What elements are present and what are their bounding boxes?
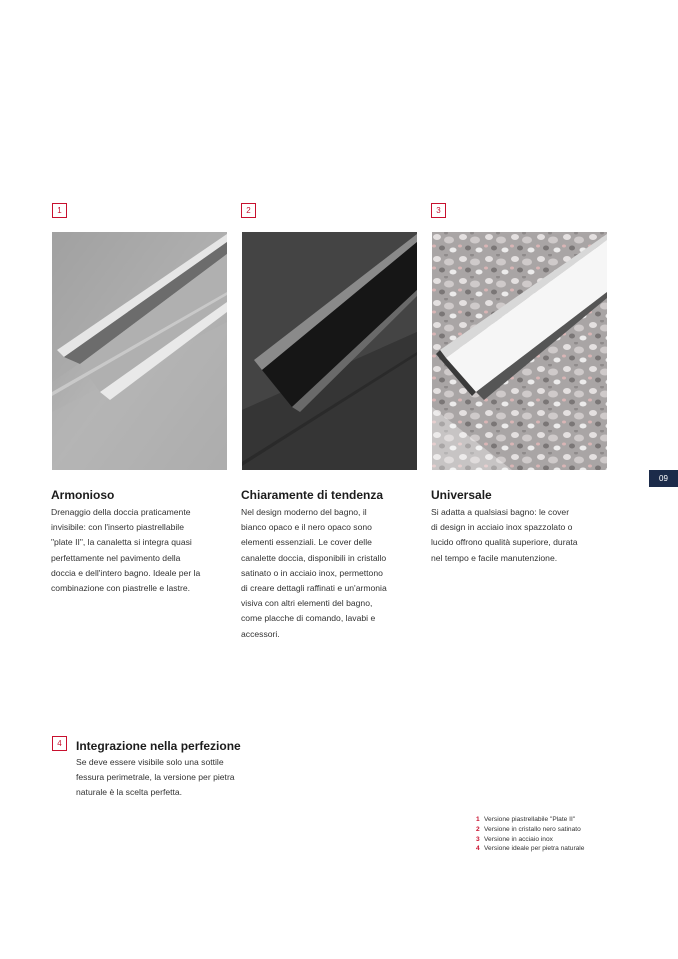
text-line: visiva con altri elementi del bagno, (241, 598, 373, 609)
legend-item (476, 844, 656, 854)
legend-number: 1 (476, 816, 480, 823)
legend-text: Versione in cristallo nero satinato (484, 825, 581, 833)
number-box-1: 1 (52, 203, 67, 218)
legend-number: 4 (476, 845, 480, 853)
column-text-1 (51, 505, 231, 596)
text-line: Nel design moderno del bagno, il (241, 507, 367, 517)
legend-number: 3 (476, 835, 480, 843)
text-line: combinazione con piastrelle e lastre. (51, 583, 191, 594)
text-line: perfettamente nel pavimento della (51, 552, 181, 563)
photo-stainless-steel-drain (432, 232, 607, 470)
column-title-1: Armonioso (51, 488, 115, 502)
text-line: satinato o in acciaio inox, permettono (241, 567, 383, 578)
legend-item (476, 835, 656, 845)
column-title-2: Chiaramente di tendenza (241, 488, 384, 502)
section4-text (76, 755, 276, 801)
number-box-3: 3 (431, 203, 446, 218)
page-number-tab: 09 (649, 470, 678, 487)
section4-title: Integrazione nella perfezione (76, 739, 241, 753)
text-line: di design in acciaio inox spazzolato o (431, 522, 573, 533)
text-line: naturale è la scelta perfetta. (76, 787, 183, 798)
text-line: fessura perimetrale, la versione per pietra (76, 772, 235, 783)
number-box-4: 4 (52, 736, 67, 751)
text-line: Si adatta a qualsiasi bagno: le cover (431, 507, 570, 517)
column-text-3 (431, 505, 611, 566)
legend-item (476, 825, 656, 835)
text-line: nel tempo e facile manutenzione. (431, 552, 558, 563)
number-box-2: 2 (241, 203, 256, 218)
photo-black-glass-drain (242, 232, 417, 470)
text-line: di creare dettagli raffinati e un'armonia (241, 583, 387, 594)
text-line: Se deve essere visibile solo una sottile (76, 757, 224, 767)
text-line: "plate II", la canaletta si integra quasi (51, 537, 192, 548)
text-line: elementi essenziali. Le cover delle (241, 537, 372, 548)
column-title-3: Universale (431, 488, 492, 502)
text-line: bianco opaco e il nero opaco sono (241, 522, 372, 533)
text-line: canalette doccia, disponibili in cristallo (241, 552, 387, 563)
legend-text: Versione in acciaio inox (484, 835, 553, 843)
text-line: doccia e dell'intero bagno. Ideale per la (51, 567, 201, 578)
legend-number: 2 (476, 825, 480, 833)
text-line: invisibile: con l'inserto piastrellabile (51, 522, 184, 533)
photo-tileable-drain (52, 232, 227, 470)
column-text-2 (241, 505, 421, 642)
version-legend (476, 815, 656, 854)
text-line: Drenaggio della doccia praticamente (51, 507, 191, 517)
text-line: lucido offrono qualità superiore, durata (431, 537, 578, 548)
legend-text: Versione ideale per pietra naturale (484, 845, 585, 853)
text-line: come placche di comando, lavabi e (241, 613, 376, 624)
text-line: accessori. (241, 628, 280, 639)
legend-item (476, 815, 656, 825)
legend-text: Versione piastrellabile "Plate II" (484, 816, 576, 823)
